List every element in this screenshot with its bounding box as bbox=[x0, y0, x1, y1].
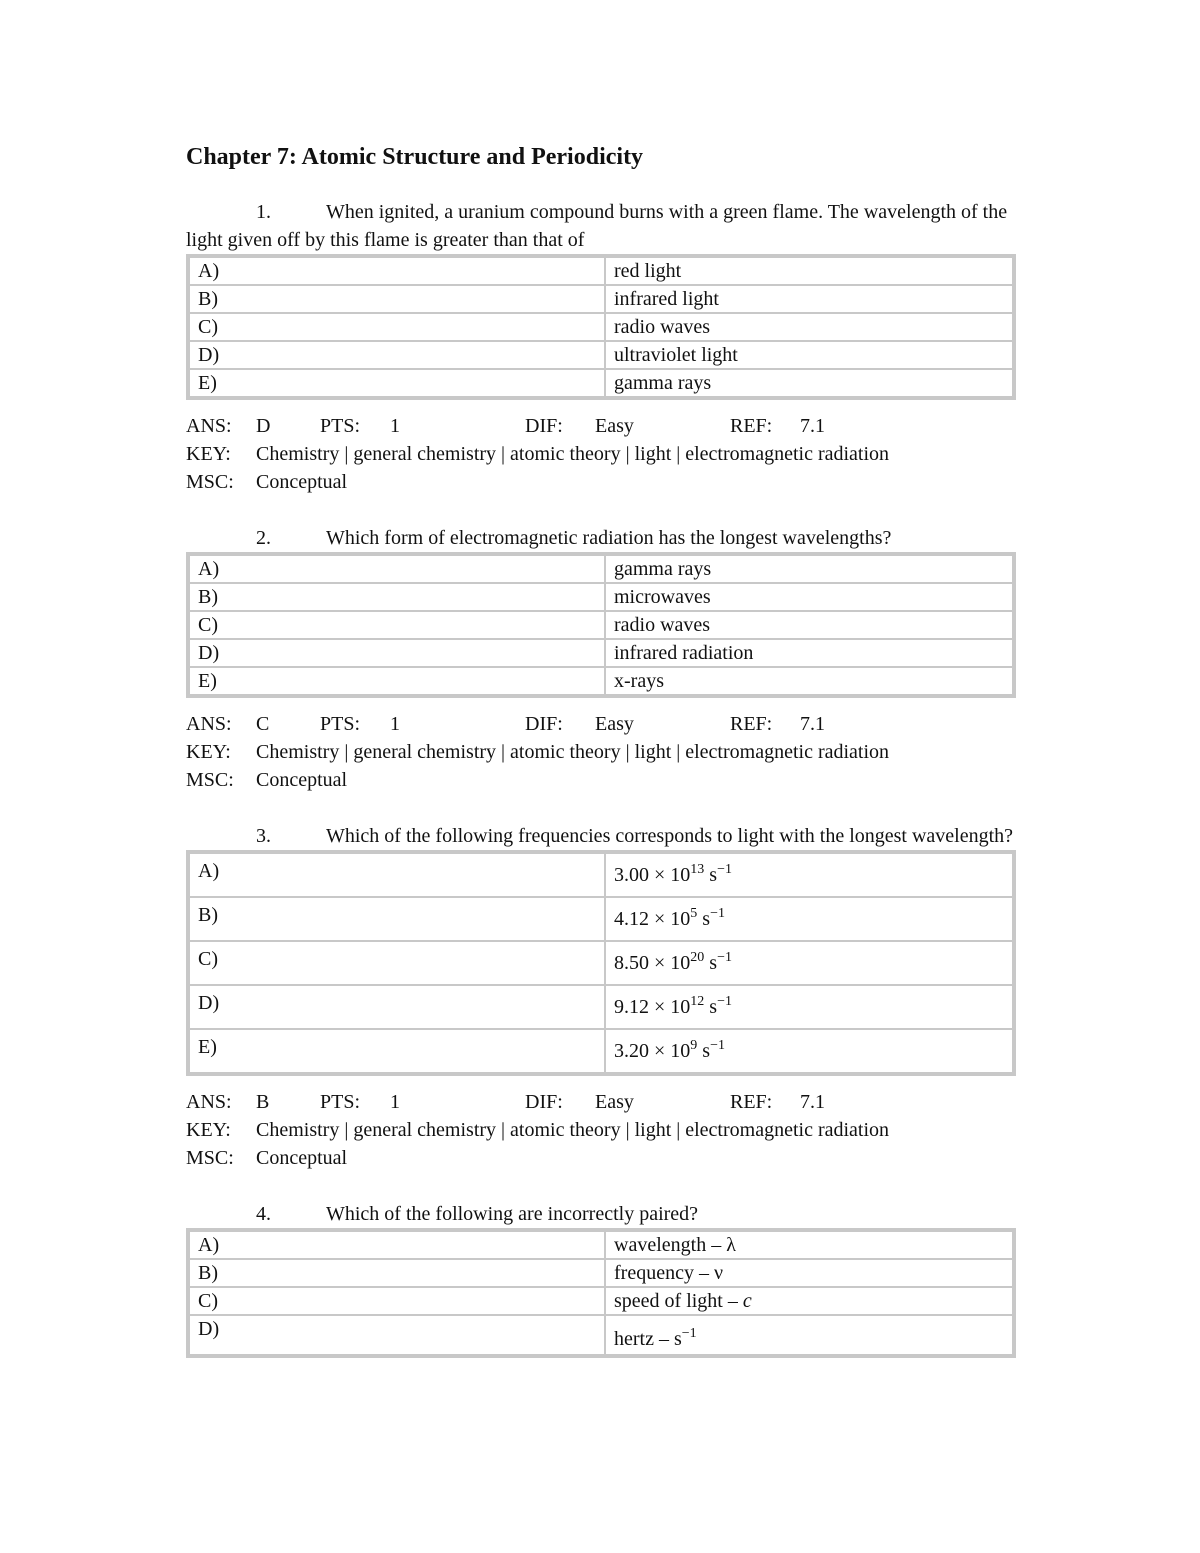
answer-metadata bbox=[186, 710, 1016, 794]
option-row[interactable] bbox=[189, 285, 1013, 313]
key-value: Chemistry | general chemistry | atomic theory | light | electromagnetic radiation bbox=[256, 1119, 890, 1141]
option-letter: D) bbox=[189, 639, 605, 667]
ans-label: ANS: bbox=[186, 415, 232, 437]
option-value: wavelength – λ bbox=[605, 1231, 1013, 1259]
pts-value: 1 bbox=[390, 415, 400, 437]
key-value: Chemistry | general chemistry | atomic theory | light | electromagnetic radiation bbox=[256, 443, 890, 465]
option-letter: E) bbox=[189, 667, 605, 695]
option-value: gamma rays bbox=[605, 369, 1013, 397]
option-row[interactable] bbox=[189, 897, 1013, 941]
option-letter: B) bbox=[189, 1259, 605, 1287]
ref-label: REF: bbox=[730, 1091, 773, 1113]
ref-value: 7.1 bbox=[800, 415, 825, 437]
options-table bbox=[186, 552, 1016, 698]
answer-metadata bbox=[186, 1088, 1016, 1172]
msc-value: Conceptual bbox=[256, 1147, 348, 1169]
question-stem: When ignited, a uranium compound burns with a green flame. The wavelength of the light given off by this flame is greater than that of bbox=[186, 201, 1008, 251]
option-value: frequency – ν bbox=[605, 1259, 1013, 1287]
question-stem: Which of the following frequencies corresponds to light with the longest wavelength? bbox=[326, 825, 1014, 847]
pts-label: PTS: bbox=[320, 415, 361, 437]
option-letter: A) bbox=[189, 1231, 605, 1259]
chapter-title: Chapter 7: Atomic Structure and Periodicity bbox=[186, 144, 644, 170]
options-table bbox=[186, 850, 1016, 1076]
option-row[interactable] bbox=[189, 639, 1013, 667]
option-letter: B) bbox=[189, 583, 605, 611]
options-table bbox=[186, 1228, 1016, 1358]
ans-value: B bbox=[256, 1091, 270, 1113]
option-row[interactable] bbox=[189, 583, 1013, 611]
dif-value: Easy bbox=[595, 1091, 634, 1113]
question-stem: Which of the following are incorrectly paired? bbox=[326, 1203, 699, 1225]
option-letter: A) bbox=[189, 257, 605, 285]
question-number: 4. bbox=[256, 1203, 271, 1225]
option-letter: B) bbox=[189, 285, 605, 313]
question-stem: Which form of electromagnetic radiation has the longest wavelengths? bbox=[326, 527, 892, 549]
question-text bbox=[186, 524, 1016, 552]
option-value: hertz – $s^{-1}$ bbox=[605, 1315, 1013, 1355]
options-table bbox=[186, 254, 1016, 400]
option-row[interactable] bbox=[189, 1287, 1013, 1315]
option-row[interactable] bbox=[189, 257, 1013, 285]
option-letter: E) bbox=[189, 369, 605, 397]
question-number: 3. bbox=[256, 825, 271, 847]
option-row[interactable] bbox=[189, 1259, 1013, 1287]
option-letter: A) bbox=[189, 853, 605, 897]
msc-value: Conceptual bbox=[256, 769, 348, 791]
option-value: red light bbox=[605, 257, 1013, 285]
option-row[interactable] bbox=[189, 341, 1013, 369]
option-value: $4.12 \times 10^5$ $s^{-1}$ bbox=[605, 897, 1013, 941]
ref-value: 7.1 bbox=[800, 1091, 825, 1113]
option-letter: E) bbox=[189, 1029, 605, 1073]
key-value: Chemistry | general chemistry | atomic theory | light | electromagnetic radiation bbox=[256, 741, 890, 763]
msc-label: MSC: bbox=[186, 769, 234, 791]
question-number: 1. bbox=[256, 201, 271, 223]
option-row[interactable] bbox=[189, 611, 1013, 639]
option-letter: D) bbox=[189, 341, 605, 369]
dif-label: DIF: bbox=[525, 1091, 563, 1113]
pts-value: 1 bbox=[390, 1091, 400, 1113]
option-value: radio waves bbox=[605, 611, 1013, 639]
option-value: $9.12 \times 10^{12}$ $s^{-1}$ bbox=[605, 985, 1013, 1029]
option-row[interactable] bbox=[189, 985, 1013, 1029]
dif-value: Easy bbox=[595, 713, 634, 735]
option-value: ultraviolet light bbox=[605, 341, 1013, 369]
option-row[interactable] bbox=[189, 1029, 1013, 1073]
option-row[interactable] bbox=[189, 313, 1013, 341]
answer-metadata bbox=[186, 412, 1016, 496]
document-page bbox=[186, 140, 1016, 1358]
ref-label: REF: bbox=[730, 415, 773, 437]
question-text bbox=[186, 198, 1016, 254]
option-letter: B) bbox=[189, 897, 605, 941]
ans-label: ANS: bbox=[186, 1091, 232, 1113]
option-value: microwaves bbox=[605, 583, 1013, 611]
option-value: $3.00 \times 10^{13}$ $s^{-1}$ bbox=[605, 853, 1013, 897]
option-letter: C) bbox=[189, 313, 605, 341]
option-value: speed of light – c bbox=[605, 1287, 1013, 1315]
option-row[interactable] bbox=[189, 853, 1013, 897]
question-3 bbox=[186, 822, 1016, 1172]
ref-value: 7.1 bbox=[800, 713, 825, 735]
msc-label: MSC: bbox=[186, 1147, 234, 1169]
pts-value: 1 bbox=[390, 713, 400, 735]
option-value: gamma rays bbox=[605, 555, 1013, 583]
option-letter: C) bbox=[189, 1287, 605, 1315]
option-value: infrared radiation bbox=[605, 639, 1013, 667]
pts-label: PTS: bbox=[320, 1091, 361, 1113]
question-1 bbox=[186, 198, 1016, 496]
key-label: KEY: bbox=[186, 741, 231, 763]
option-value: radio waves bbox=[605, 313, 1013, 341]
msc-label: MSC: bbox=[186, 471, 234, 493]
option-row[interactable] bbox=[189, 555, 1013, 583]
option-row[interactable] bbox=[189, 667, 1013, 695]
option-value: $3.20 \times 10^9$ $s^{-1}$ bbox=[605, 1029, 1013, 1073]
pts-label: PTS: bbox=[320, 713, 361, 735]
option-row[interactable] bbox=[189, 1231, 1013, 1259]
option-letter: C) bbox=[189, 611, 605, 639]
option-letter: D) bbox=[189, 985, 605, 1029]
question-number: 2. bbox=[256, 527, 271, 549]
option-letter: A) bbox=[189, 555, 605, 583]
option-value: $8.50 \times 10^{20}$ $s^{-1}$ bbox=[605, 941, 1013, 985]
question-text bbox=[186, 1200, 1016, 1228]
option-row[interactable] bbox=[189, 941, 1013, 985]
question-2 bbox=[186, 524, 1016, 794]
ans-label: ANS: bbox=[186, 713, 232, 735]
option-value: infrared light bbox=[605, 285, 1013, 313]
dif-value: Easy bbox=[595, 415, 634, 437]
option-letter: D) bbox=[189, 1315, 605, 1355]
option-row[interactable] bbox=[189, 369, 1013, 397]
option-letter: C) bbox=[189, 941, 605, 985]
question-text bbox=[186, 822, 1016, 850]
ref-label: REF: bbox=[730, 713, 773, 735]
question-4 bbox=[186, 1200, 1016, 1358]
ans-value: D bbox=[256, 415, 271, 437]
msc-value: Conceptual bbox=[256, 471, 348, 493]
dif-label: DIF: bbox=[525, 415, 563, 437]
option-value: x-rays bbox=[605, 667, 1013, 695]
key-label: KEY: bbox=[186, 1119, 231, 1141]
option-row[interactable] bbox=[189, 1315, 1013, 1355]
dif-label: DIF: bbox=[525, 713, 563, 735]
key-label: KEY: bbox=[186, 443, 231, 465]
ans-value: C bbox=[256, 713, 270, 735]
